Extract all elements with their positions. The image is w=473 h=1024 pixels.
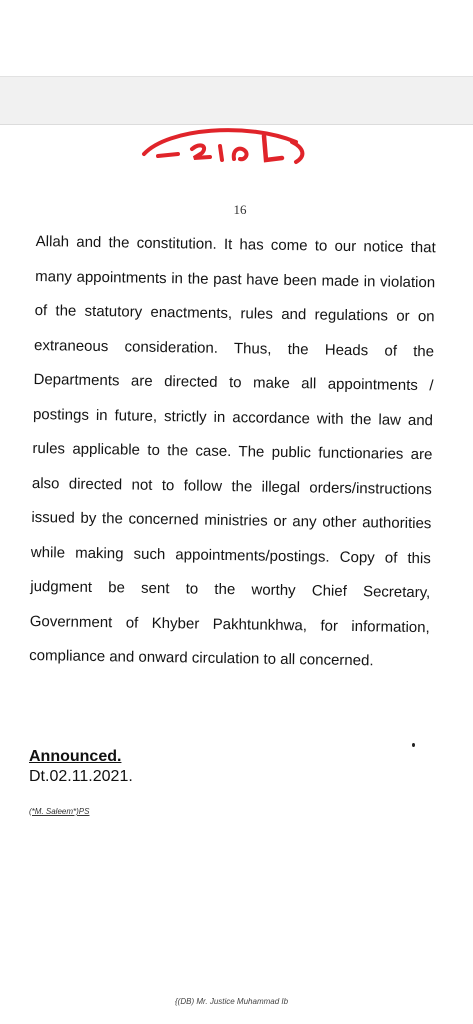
bench-footer: {(DB) Mr. Justice Muhammad Ib bbox=[175, 997, 289, 1006]
stamp-glyph-2 bbox=[220, 146, 222, 160]
announced-label: Announced. bbox=[29, 748, 122, 765]
stamp-glyph-5 bbox=[292, 142, 302, 162]
ink-speck bbox=[412, 743, 415, 747]
announcement-date: Dt.02.11.2021. bbox=[29, 768, 133, 785]
stamp-dash bbox=[158, 154, 178, 156]
stamp-glyph-4 bbox=[264, 136, 282, 160]
top-margin bbox=[0, 0, 473, 76]
stenographer-initials: (*M. Saleem*)PS bbox=[29, 807, 90, 816]
stamp-glyph-1 bbox=[192, 145, 210, 158]
page-number: 16 bbox=[233, 202, 247, 217]
handwritten-stamp bbox=[138, 122, 313, 170]
judgment-paragraph: Allah and the constitution. It has come to our notice that many appointments in the past have been made in violation of the statutory enactments, rules and regulations or on extraneous consideration. Thus, the Heads of the Departments are directed to make all appointments / postings in future, strictly in accordance with the law and rules applicable to the case. The public functionaries are also directed not to follow the illegal orders/instructions issued by the concerned ministries or any other authorities while making such appointments/postings. Copy of this judgment be sent to the worthy Chief Secretary, Government of Khyber Pakhtunkhwa, for information, compliance and onward circulation to all concerned. bbox=[29, 232, 436, 670]
stamp-glyph-3 bbox=[234, 149, 247, 159]
header-band bbox=[0, 76, 473, 125]
